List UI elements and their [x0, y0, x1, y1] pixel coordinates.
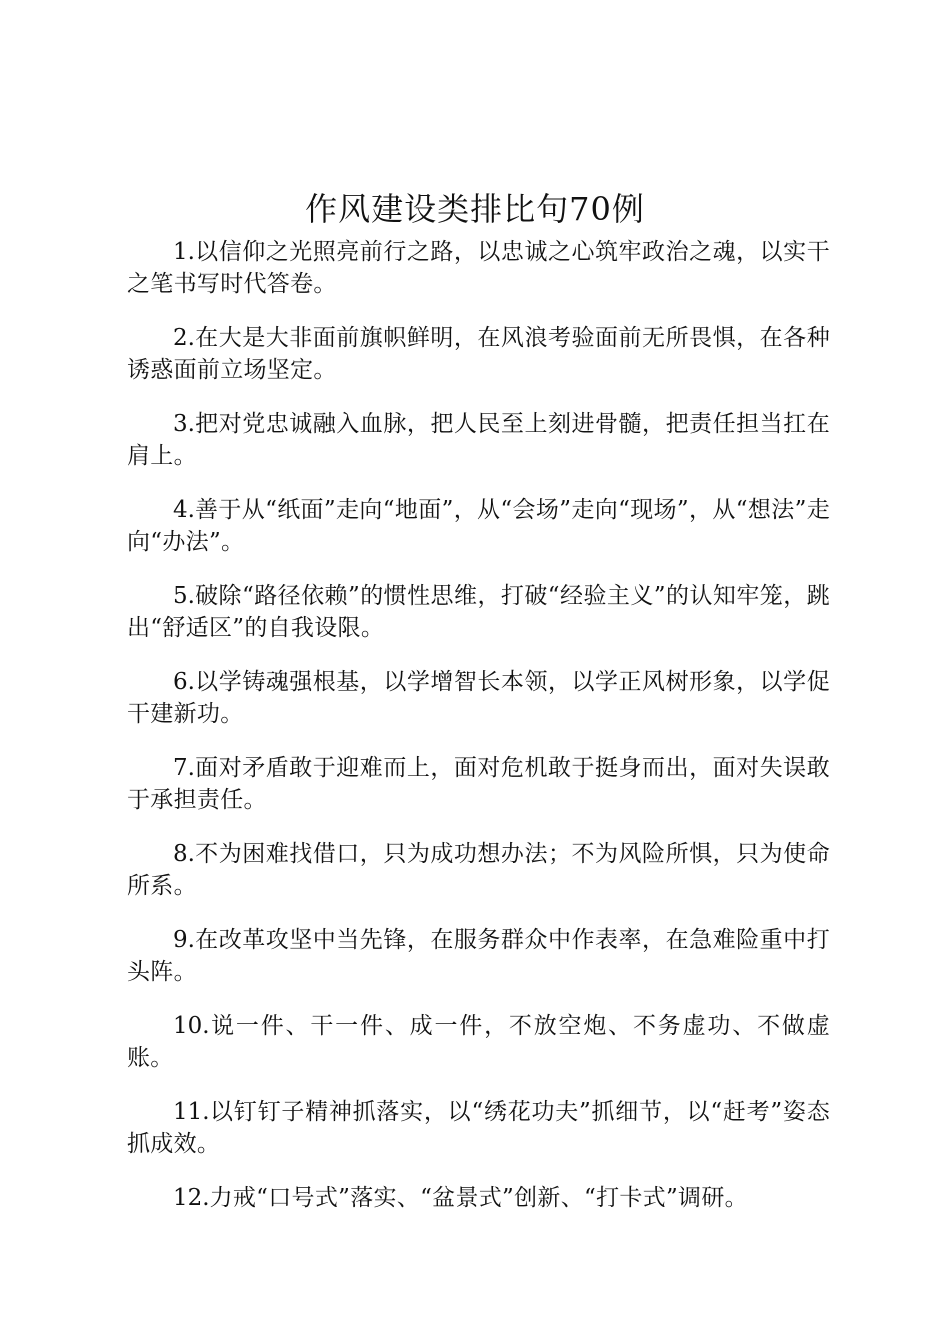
item-number: 4.: [173, 497, 195, 523]
item-number: 12.: [173, 1185, 210, 1211]
item-number: 7.: [173, 755, 195, 781]
list-item: [127, 752, 830, 816]
list-item: [127, 924, 830, 988]
item-number: 2.: [173, 325, 195, 351]
item-number: 3.: [173, 411, 195, 437]
list-item: [127, 666, 830, 730]
list-item: [127, 1182, 830, 1214]
item-text: 力戒“口号式”落实、“盆景式”创新、“打卡式”调研。: [209, 1185, 748, 1211]
item-text: 善于从“纸面”走向“地面”，从“会场”走向“现场”，从“想法”走向“办法”。: [127, 497, 830, 555]
item-text: 以信仰之光照亮前行之路，以忠诚之心筑牢政治之魂，以实干之笔书写时代答卷。: [127, 239, 830, 297]
item-text: 把对党忠诚融入血脉，把人民至上刻进骨髓，把责任担当扛在肩上。: [127, 411, 830, 469]
list-item: [127, 580, 830, 644]
list-item: [127, 838, 830, 902]
item-text: 以钉钉子精神抓落实，以“绣花功夫”抓细节，以“赶考”姿态抓成效。: [127, 1099, 830, 1157]
item-number: 9.: [173, 927, 195, 953]
item-text: 以学铸魂强根基，以学增智长本领，以学正风树形象，以学促干建新功。: [127, 669, 830, 727]
item-number: 8.: [173, 841, 195, 867]
item-number: 11.: [173, 1099, 210, 1125]
item-number: 10.: [173, 1013, 210, 1039]
document-title: 作风建设类排比句70例: [305, 190, 645, 229]
item-number: 6.: [173, 669, 195, 695]
item-text: 在大是大非面前旗帜鲜明，在风浪考验面前无所畏惧，在各种诱惑面前立场坚定。: [127, 325, 830, 383]
list-item: [127, 408, 830, 472]
list-item: [127, 1010, 830, 1074]
list-item: [127, 1096, 830, 1160]
item-list: [127, 236, 830, 1236]
item-text: 说一件、干一件、成一件，不放空炮、不务虚功、不做虚账。: [127, 1013, 830, 1071]
list-item: [127, 236, 830, 300]
item-number: 1.: [173, 239, 195, 265]
item-text: 破除“路径依赖”的惯性思维，打破“经验主义”的认知牢笼，跳出“舒适区”的自我设限。: [127, 583, 830, 641]
item-text: 面对矛盾敢于迎难而上，面对危机敢于挺身而出，面对失误敢于承担责任。: [127, 755, 830, 813]
item-text: 在改革攻坚中当先锋，在服务群众中作表率，在急难险重中打头阵。: [127, 927, 830, 985]
item-text: 不为困难找借口，只为成功想办法；不为风险所惧，只为使命所系。: [127, 841, 830, 899]
list-item: [127, 322, 830, 386]
item-number: 5.: [173, 583, 195, 609]
list-item: [127, 494, 830, 558]
